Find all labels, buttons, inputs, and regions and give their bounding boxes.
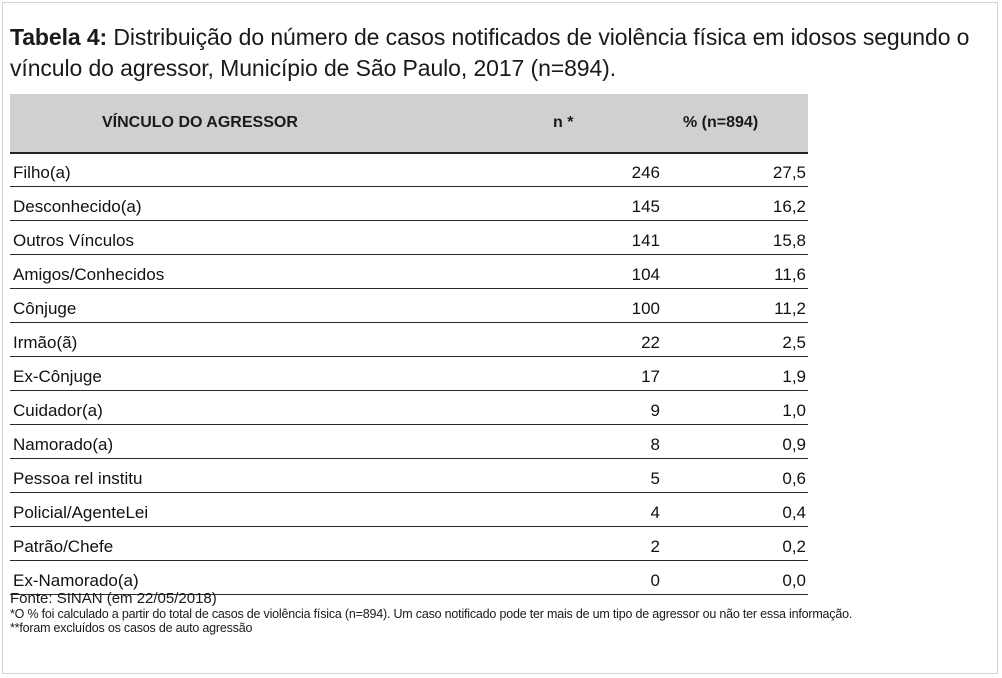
table-row <box>10 493 808 527</box>
source-note: Fonte: SINAN (em 22/05/2018) <box>10 590 217 607</box>
row-percent-value: 16,2 <box>772 197 806 216</box>
row-percent <box>660 255 808 289</box>
header-percent <box>660 94 808 153</box>
row-percent-value: 0,6 <box>782 469 806 488</box>
row-n <box>510 153 660 187</box>
row-percent-value: 0,9 <box>782 435 806 454</box>
row-n-value: 141 <box>631 231 660 250</box>
row-percent-value: 1,0 <box>782 401 806 420</box>
row-vinculo: Ex-Cônjuge <box>10 357 510 391</box>
table-row <box>10 391 808 425</box>
row-vinculo: Namorado(a) <box>10 425 510 459</box>
row-percent <box>660 459 808 493</box>
row-percent-value: 11,2 <box>774 299 806 318</box>
footnotes <box>10 590 995 635</box>
table-body <box>10 153 808 595</box>
header-n-text: n * <box>553 114 574 131</box>
row-vinculo: Irmão(ã) <box>10 323 510 357</box>
row-percent-value: 11,6 <box>774 265 806 284</box>
row-n <box>510 187 660 221</box>
row-n-value: 0 <box>650 571 660 590</box>
row-n-value: 5 <box>650 469 660 488</box>
row-percent-value: 0,4 <box>782 503 806 522</box>
row-n-value: 2 <box>650 537 660 556</box>
row-percent-value: 15,8 <box>772 231 806 250</box>
table-row <box>10 459 808 493</box>
row-percent <box>660 323 808 357</box>
table-row <box>10 357 808 391</box>
table-row <box>10 153 808 187</box>
row-n-value: 4 <box>650 503 660 522</box>
table-row <box>10 221 808 255</box>
caption-text: Distribuição do número de casos notificados de violência física em idosos segundo o vínculo do agressor, Município de São Paulo, 2017 (n=894). <box>10 24 970 81</box>
row-percent <box>660 153 808 187</box>
header-vinculo-text: VÍNCULO DO AGRESSOR <box>102 114 298 131</box>
table-row <box>10 527 808 561</box>
row-percent-value: 1,9 <box>782 367 806 386</box>
data-table <box>10 94 808 595</box>
footnote-excluded: **foram excluídos os casos de auto agressão <box>10 621 253 635</box>
row-n <box>510 391 660 425</box>
footnote-percent: *O % foi calculado a partir do total de casos de violência física (n=894). Um caso notificado pode ter mais de um tipo de agressor ou não ter essa informação. <box>10 607 853 621</box>
row-vinculo: Policial/AgenteLei <box>10 493 510 527</box>
row-percent <box>660 391 808 425</box>
row-vinculo: Outros Vínculos <box>10 221 510 255</box>
row-vinculo: Desconhecido(a) <box>10 187 510 221</box>
row-vinculo: Cônjuge <box>10 289 510 323</box>
table-row <box>10 289 808 323</box>
header-percent-text: % (n=894) <box>683 114 759 131</box>
row-n <box>510 493 660 527</box>
row-vinculo: Ex-Namorado(a) <box>10 561 510 595</box>
row-n-value: 100 <box>631 299 660 318</box>
row-percent-value: 0,0 <box>782 571 806 590</box>
row-vinculo: Filho(a) <box>10 153 510 187</box>
row-vinculo: Patrão/Chefe <box>10 527 510 561</box>
row-percent <box>660 357 808 391</box>
header-row <box>10 94 808 153</box>
table-row <box>10 255 808 289</box>
row-n <box>510 425 660 459</box>
row-n <box>510 357 660 391</box>
row-percent <box>660 527 808 561</box>
header-n <box>510 94 660 153</box>
caption-label: Tabela 4: <box>10 24 108 50</box>
header-vinculo <box>10 94 510 153</box>
row-percent <box>660 425 808 459</box>
row-percent <box>660 289 808 323</box>
row-n-value: 17 <box>641 367 660 386</box>
row-n <box>510 527 660 561</box>
row-percent <box>660 493 808 527</box>
table-header <box>10 94 808 153</box>
row-percent-value: 2,5 <box>782 333 806 352</box>
row-n-value: 9 <box>650 401 660 420</box>
table-row <box>10 187 808 221</box>
row-percent <box>660 187 808 221</box>
table-row <box>10 323 808 357</box>
table-caption <box>10 22 990 84</box>
row-n-value: 8 <box>650 435 660 454</box>
table-row <box>10 425 808 459</box>
row-vinculo: Pessoa rel institu <box>10 459 510 493</box>
row-n <box>510 289 660 323</box>
row-n-value: 246 <box>631 163 660 182</box>
row-n-value: 145 <box>631 197 660 216</box>
row-n-value: 104 <box>631 265 660 284</box>
row-n <box>510 255 660 289</box>
row-percent-value: 0,2 <box>782 537 806 556</box>
row-n <box>510 459 660 493</box>
row-vinculo: Cuidador(a) <box>10 391 510 425</box>
row-n <box>510 221 660 255</box>
row-n <box>510 323 660 357</box>
row-n-value: 22 <box>641 333 660 352</box>
row-vinculo: Amigos/Conhecidos <box>10 255 510 289</box>
row-percent <box>660 221 808 255</box>
row-percent-value: 27,5 <box>772 163 806 182</box>
